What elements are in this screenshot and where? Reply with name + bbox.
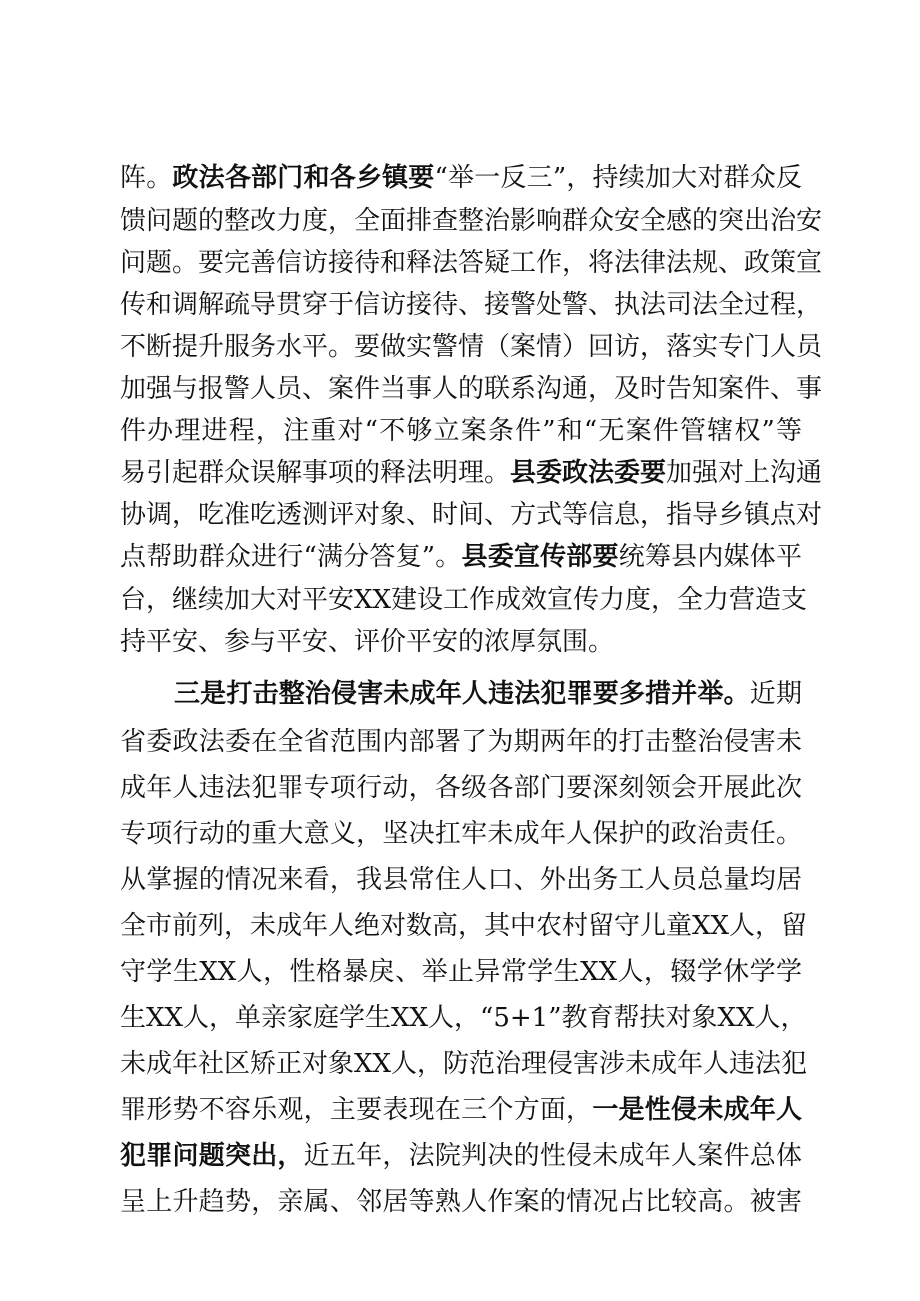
text-line: 持平安、参与平安、评价平安的浓厚氛围。 bbox=[120, 627, 615, 657]
text-line: 加强与报警人员、案件当事人的联系沟通，及时告知案件、事 bbox=[120, 374, 823, 404]
bold-heading: 三是打击整治侵害未成年人违法犯罪要多措并举。 bbox=[174, 679, 750, 709]
text-line: 省委政法委在全省范围内部署了为期两年的打击整治侵害未 bbox=[120, 727, 802, 757]
text-line: 未成年社区矫正对象XX人，防范治理侵害涉未成年人违法犯 bbox=[120, 1049, 808, 1079]
text-line: 易引起群众误解事项的释法明理。县委政法委要加强对上沟通 bbox=[120, 458, 823, 488]
text-line: 问题。要完善信访接待和释法答疑工作，将法律法规、政策宣 bbox=[120, 248, 823, 278]
text-line: 犯罪问题突出，近五年，法院判决的性侵未成年人案件总体 bbox=[120, 1141, 802, 1171]
text-line: 专项行动的重大意义，坚决扛牢未成年人保护的政治责任。 bbox=[120, 819, 802, 849]
bold-phrase: 一是性侵未成年人 bbox=[592, 1095, 802, 1125]
bold-phrase: 县委政法委要 bbox=[510, 458, 667, 488]
text-line: 守学生XX人，性格暴戾、举止异常学生XX人，辍学休学学 bbox=[120, 957, 802, 987]
text-line: 点帮助群众进行“满分答复”。县委宣传部要统筹县内媒体平 bbox=[120, 542, 802, 572]
text-line: 生XX人，单亲家庭学生XX人，“5+1”教育帮扶对象XX人， bbox=[120, 1003, 807, 1033]
text-line: 协调，吃准吃透测评对象、时间、方式等信息，指导乡镇点对 bbox=[120, 500, 823, 530]
text-line: 不断提升服务水平。要做实警情（案情）回访，落实专门人员 bbox=[120, 332, 823, 362]
text-line: 阵。政法各部门和各乡镇要“举一反三”，持续加大对群众反 bbox=[120, 163, 802, 193]
text-line: 传和调解疏导贯穿于信访接待、接警处警、执法司法全过程， bbox=[120, 290, 823, 320]
text-line: 从掌握的情况来看，我县常住人口、外出务工人员总量均居 bbox=[120, 865, 802, 895]
bold-phrase: 县委宣传部要 bbox=[461, 542, 619, 572]
text-line: 全市前列，未成年人绝对数高，其中农村留守儿童XX人，留 bbox=[120, 911, 808, 941]
text-line: 呈上升趋势，亲属、邻居等熟人作案的情况占比较高。被害 bbox=[120, 1187, 802, 1217]
text-line: 馈问题的整改力度，全面排查整治影响群众安全感的突出治安 bbox=[120, 206, 823, 236]
text-line: 件办理进程，注重对“不够立案条件”和“无案件管辖权”等 bbox=[120, 416, 802, 446]
text-line: 罪形势不容乐观，主要表现在三个方面，一是性侵未成年人 bbox=[120, 1095, 802, 1125]
bold-phrase: 犯罪问题突出， bbox=[120, 1141, 304, 1171]
text-line: 台，继续加大对平安XX建设工作成效宣传力度，全力营造支 bbox=[120, 585, 808, 615]
text-line: 成年人违法犯罪专项行动，各级各部门要深刻领会开展此次 bbox=[120, 773, 802, 803]
bold-phrase: 政法各部门和各乡镇要 bbox=[172, 163, 435, 193]
text-line: 三是打击整治侵害未成年人违法犯罪要多措并举。近期 bbox=[174, 679, 802, 709]
